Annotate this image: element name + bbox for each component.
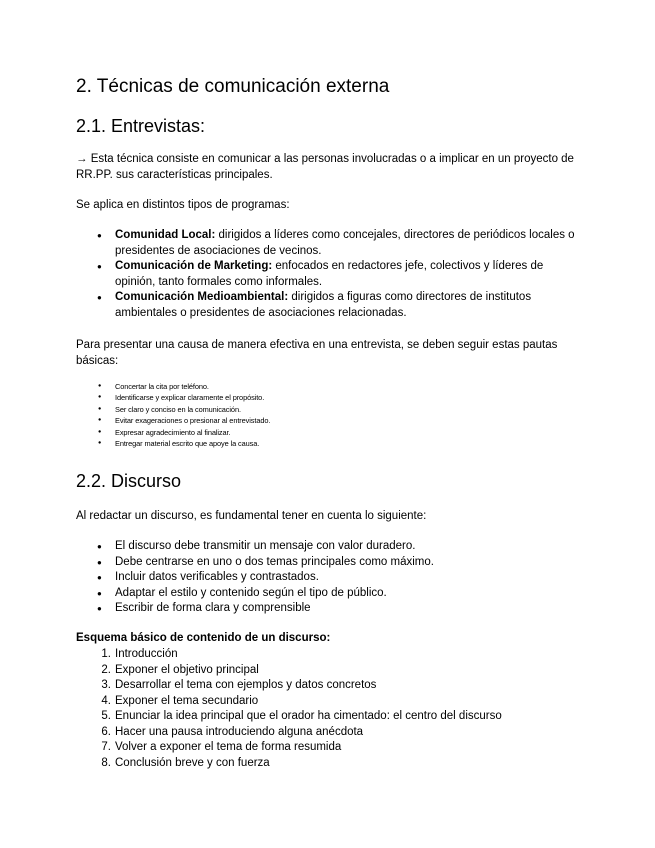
list-item bbox=[76, 756, 586, 772]
list-item bbox=[76, 709, 586, 725]
list-number: 1. bbox=[101, 648, 111, 660]
list-item-label: Comunicación de Marketing: bbox=[115, 260, 273, 272]
list-item-text: Exponer el objetivo principal bbox=[115, 663, 259, 676]
list-item: ● Expresar agradecimiento al finalizar. bbox=[76, 427, 586, 438]
esquema-list bbox=[76, 647, 586, 771]
list-item-text: Enunciar la idea principal que el orador ha cimentado: el centro del discurso bbox=[115, 710, 502, 722]
page-title: 2. Técnicas de comunicación externa bbox=[76, 76, 390, 97]
list-item bbox=[76, 740, 586, 756]
list-item-text: Desarrollar el tema con ejemplos y datos concretos bbox=[115, 679, 377, 691]
programas-list bbox=[76, 228, 586, 321]
list-item bbox=[76, 259, 586, 290]
list-item bbox=[76, 647, 586, 663]
discurso-points-list bbox=[76, 539, 586, 617]
list-item-label: Comunicación Medioambiental: bbox=[115, 291, 289, 303]
list-item bbox=[76, 228, 586, 259]
list-item bbox=[76, 678, 586, 694]
entrevistas-intro: → Esta técnica consiste en comunicar a las personas involucradas o a implicar en un proyecto de RR.PP. sus características principales. bbox=[76, 153, 574, 181]
list-number: 2. bbox=[101, 663, 111, 676]
list-number: 6. bbox=[101, 725, 111, 738]
list-number: 4. bbox=[101, 694, 111, 707]
list-item bbox=[76, 725, 586, 741]
list-item: ● Adaptar el estilo y contenido según el tipo de público. bbox=[76, 586, 586, 602]
list-item: ● Concertar la cita por teléfono. bbox=[76, 381, 586, 392]
list-item-text: Introducción bbox=[115, 648, 178, 660]
list-item-label: Comunidad Local: bbox=[115, 229, 216, 241]
list-number: 7. bbox=[101, 741, 111, 753]
list-item: ● Debe centrarse en uno o dos temas principales como máximo. bbox=[76, 555, 586, 571]
list-item: ● Ser claro y conciso en la comunicación. bbox=[76, 404, 586, 415]
entrevistas-aplica: Se aplica en distintos tipos de programas: bbox=[76, 199, 290, 211]
list-item: ● Incluir datos verificables y contrastados. bbox=[76, 570, 586, 586]
list-item: ● Entregar material escrito que apoye la causa. bbox=[76, 438, 586, 449]
section-heading-discurso: 2.2. Discurso bbox=[76, 471, 182, 491]
list-number: 5. bbox=[101, 710, 111, 722]
list-item-text: enfocados en redactores jefe, colectivos y líderes de opinión, tanto formales como informales. bbox=[115, 260, 544, 288]
list-item: ● El discurso debe transmitir un mensaje con valor duradero. bbox=[76, 539, 586, 555]
discurso-intro: Al redactar un discurso, es fundamental tener en cuenta lo siguiente: bbox=[76, 510, 427, 522]
list-item-text: dirigidos a líderes como concejales, directores de periódicos locales o presidentes de asociaciones de vecinos. bbox=[115, 229, 575, 257]
pautas-intro: Para presentar una causa de manera efectiva en una entrevista, se deben seguir estas pautas básicas: bbox=[76, 339, 558, 367]
list-item-text: Exponer el tema secundario bbox=[115, 694, 259, 707]
section-heading-entrevistas: 2.1. Entrevistas: bbox=[76, 116, 206, 136]
list-item bbox=[76, 290, 586, 321]
list-item-text: Hacer una pausa introduciendo alguna anécdota bbox=[115, 725, 364, 738]
list-item-text: dirigidos a figuras como directores de institutos ambientales o presidentes de asociaciones relacionadas. bbox=[115, 291, 532, 319]
list-number: 3. bbox=[101, 679, 111, 691]
list-item: ● Identificarse y explicar claramente el propósito. bbox=[76, 392, 586, 403]
pautas-list bbox=[76, 381, 586, 449]
esquema-title bbox=[76, 631, 586, 647]
list-item-text: Conclusión breve y con fuerza bbox=[115, 756, 270, 769]
list-item bbox=[76, 663, 586, 679]
list-item-text: Volver a exponer el tema de forma resumida bbox=[115, 741, 342, 753]
list-item bbox=[76, 694, 586, 710]
list-item: ● Evitar exageraciones o presionar al entrevistado. bbox=[76, 415, 586, 426]
list-item: ● Escribir de forma clara y comprensible bbox=[76, 601, 586, 617]
esquema-title-text: Esquema básico de contenido de un discurso: bbox=[76, 632, 331, 644]
list-number: 8. bbox=[101, 756, 111, 769]
